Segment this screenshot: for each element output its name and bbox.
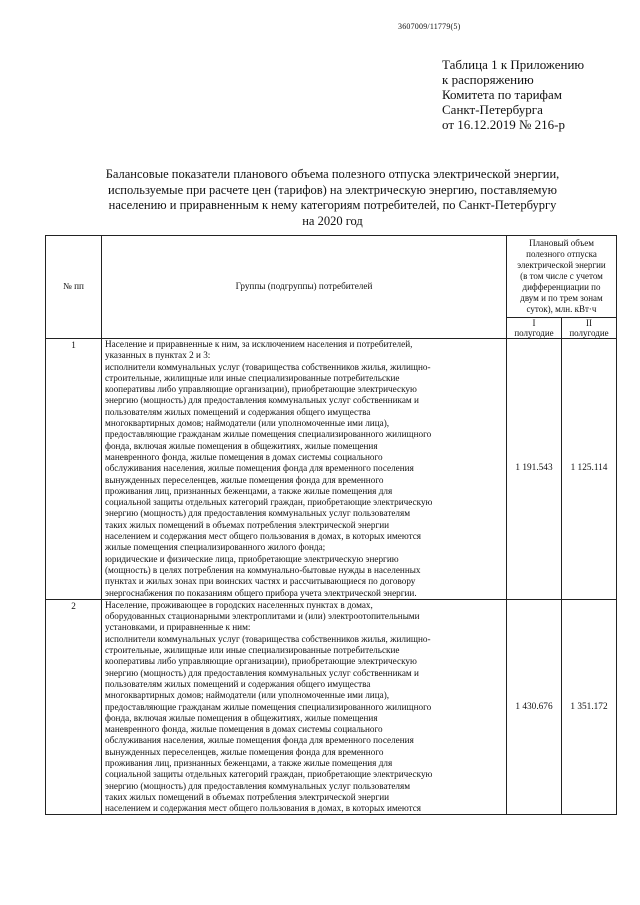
balance-table <box>45 235 617 815</box>
row-line: исполнители коммунальных услуг (товарищества собственников жилья, жилищно- <box>105 361 431 372</box>
header-group: Группы (подгруппы) потребителей <box>102 236 507 339</box>
document-number: 3607009/11779(5) <box>398 22 461 31</box>
header-plan-line: двум и по трем зонам <box>520 293 603 303</box>
header-half-2-roman: II <box>586 318 592 328</box>
row-line: проживания лиц, признанных беженцами, а также жилые помещения для <box>105 485 393 496</box>
row-line: кооперативы либо управляющие организации), приобретающие электрическую <box>105 656 417 667</box>
header-plan-line: полезного отпуска <box>526 249 597 259</box>
row-line: кооперативы либо управляющие организации), приобретающие электрическую <box>105 384 417 395</box>
row-line: предоставляющие гражданам жилые помещения специализированного жилищного <box>105 701 432 712</box>
approval-line: Таблица 1 к Приложению <box>442 57 585 72</box>
row-line: Население, проживающее в городских населенных пунктах в домах, <box>105 599 373 610</box>
approval-block <box>442 57 584 132</box>
header-plan <box>507 236 617 318</box>
row-line: социальной защиты отдельных категорий граждан, приобретающие электрическую <box>105 769 433 780</box>
row-description <box>102 599 507 815</box>
row-line: обслуживания населения, жилые помещения фонда для временного поселения <box>105 463 414 474</box>
row-description <box>102 339 507 600</box>
table-header-row <box>46 236 617 318</box>
approval-line: от 16.12.2019 № 216-р <box>442 117 565 132</box>
row-number: 2 <box>46 599 102 815</box>
header-plan-line: (в том числе с учетом <box>520 271 603 281</box>
row-line: многоквартирных домов; наймодатели (или уполномоченные ими лица), <box>105 690 390 701</box>
row-line: социальной защиты отдельных категорий граждан, приобретающие электрическую <box>105 497 433 508</box>
approval-line: к распоряжению <box>442 72 534 87</box>
row-line: вынужденных переселенцев, жилые помещения фонда для временного <box>105 746 384 757</box>
row-line: предоставляющие гражданам жилые помещения специализированного жилищного <box>105 429 432 440</box>
header-half-2 <box>562 318 617 339</box>
row-line: фонда, включая жилые помещения в общежитиях, жилые помещения <box>105 440 378 451</box>
table-row <box>46 339 617 600</box>
row-line: энергию (мощность) для предоставления коммунальных услуг пользователям <box>105 780 411 791</box>
row-value-h2: 1 125.114 <box>562 339 617 600</box>
row-value-h1: 1 191.543 <box>507 339 562 600</box>
approval-line: Комитета по тарифам <box>442 87 562 102</box>
header-plan-line: Плановый объем <box>529 238 594 248</box>
row-line: пунктах и жилых зонах при воинских частях и рассчитывающиеся по договору <box>105 576 416 587</box>
row-line: многоквартирных домов; наймодатели (или уполномоченные ими лица), <box>105 418 390 429</box>
row-line: обслуживания населения, жилые помещения фонда для временного поселения <box>105 735 414 746</box>
row-line: исполнители коммунальных услуг (товарищества собственников жилья, жилищно- <box>105 633 431 644</box>
header-plan-line: дифференциации по <box>522 282 601 292</box>
title-line: используемые при расчете цен (тарифов) на электрическую энергию, поставляемую <box>108 182 557 197</box>
row-value-h2: 1 351.172 <box>562 599 617 815</box>
row-line: проживания лиц, признанных беженцами, а также жилые помещения для <box>105 757 393 768</box>
row-line: населением и содержания мест общего пользования в домах, в которых имеются <box>105 531 422 542</box>
row-line: энергию (мощность) для предоставления коммунальных услуг пользователям <box>105 508 411 519</box>
row-line: Население и приравненные к ним, за исключением населения и потребителей, <box>105 339 413 349</box>
header-plan-line: электрической энергии <box>517 260 606 270</box>
row-line: установками, и приравненные к ним: <box>105 622 251 633</box>
row-line: энергоснабжения по показаниям общего прибора учета электрической энергии. <box>105 587 417 598</box>
header-half-1-roman: I <box>532 318 536 328</box>
row-line: оборудованных стационарными электроплитами и (или) электроотопительными <box>105 611 420 622</box>
row-line: пользователям жилых помещений и содержания общего имущества <box>105 678 371 689</box>
row-line: таких жилых помещений в объемах потребления электрической энергии <box>105 519 390 530</box>
row-line: строительные, жилищные или иные специализированные потребительские <box>105 372 400 383</box>
header-num: № пп <box>46 236 102 339</box>
row-line: фонда, включая жилые помещения в общежитиях, жилые помещения <box>105 712 378 723</box>
header-half-2-label: полугодие <box>569 328 609 338</box>
title-line: Балансовые показатели планового объема полезного отпуска электрической энергии, <box>105 167 560 181</box>
row-line: жилые помещения специализированного жилого фонда; <box>105 542 326 553</box>
row-line: (мощность) в целях потребления на коммунально-бытовые нужды в населенных <box>105 564 421 575</box>
row-line: указанных в пунктах 2 и 3: <box>105 350 211 361</box>
approval-line: Санкт-Петербурга <box>442 102 543 117</box>
row-line: юридические и физические лица, приобретающие электрическую энергию <box>105 553 399 564</box>
title-line: населению и приравненным к нему категориям потребителей, по Санкт-Петербургу <box>108 198 557 212</box>
row-line: строительные, жилищные или иные специализированные потребительские <box>105 645 400 656</box>
header-plan-line: суток), млн. кВт·ч <box>526 304 597 314</box>
table-row <box>46 599 617 815</box>
row-line: вынужденных переселенцев, жилые помещения фонда для временного <box>105 474 384 485</box>
row-line: энергию (мощность) для предоставления коммунальных услуг собственникам и <box>105 667 419 678</box>
row-line: маневренного фонда, жилые помещения в домах системы социального <box>105 451 383 462</box>
document-title <box>70 167 595 229</box>
header-half-1-label: полугодие <box>514 328 554 338</box>
row-line: энергию (мощность) для предоставления коммунальных услуг собственникам и <box>105 395 419 406</box>
title-line: на 2020 год <box>302 213 363 228</box>
row-line: маневренного фонда, жилые помещения в домах системы социального <box>105 724 383 735</box>
header-half-1 <box>507 318 562 339</box>
row-number: 1 <box>46 339 102 600</box>
row-line: населением и содержания мест общего пользования в домах, в которых имеются <box>105 803 422 814</box>
row-line: пользователям жилых помещений и содержания общего имущества <box>105 406 371 417</box>
row-value-h1: 1 430.676 <box>507 599 562 815</box>
row-line: таких жилых помещений в объемах потребления электрической энергии <box>105 791 390 802</box>
